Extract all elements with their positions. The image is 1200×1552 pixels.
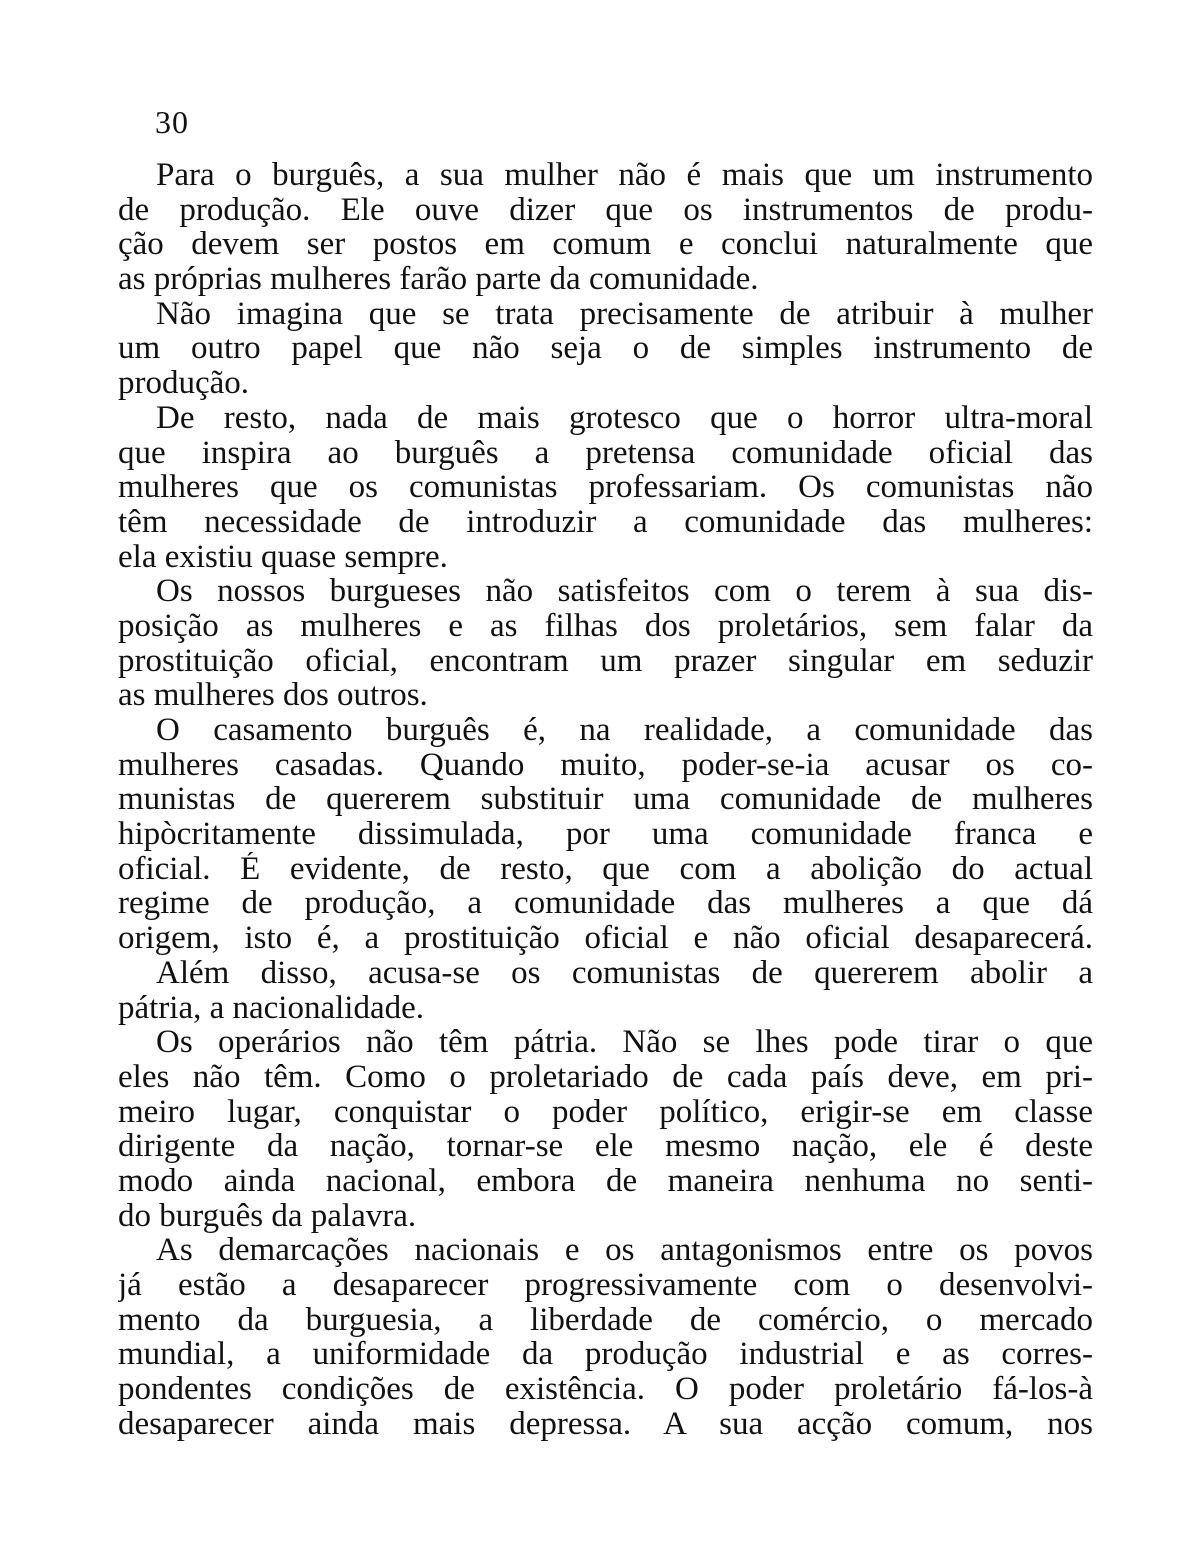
text-line: ela existiu quase sempre. [118,539,448,575]
text-line: Além disso, acusa-se os comunistas de quererem abolir a [156,955,1093,991]
text-line: De resto, nada de mais grotesco que o horror ultra-moral [156,400,1093,436]
text-line: hipòcritamente dissimulada, por uma comunidade franca e [118,817,1093,852]
text-line: posição as mulheres e as filhas dos proletários, sem falar da [118,608,1093,644]
text-line: um outro papel que não seja o de simples instrumento de [118,331,1093,367]
text-line: As demarcações nacionais e os antagonismos entre os povos [156,1233,1093,1268]
text-line: modo ainda nacional, embora de maneira nenhuma no senti- [118,1163,1093,1199]
text-line: Os nossos burgueses não satisfeitos com o terem à sua dis- [156,574,1093,609]
text-line: meiro lugar, conquistar o poder político, erigir-se em classe [118,1094,1093,1130]
text-line: O casamento burguês é, na realidade, a comunidade das [156,713,1093,748]
text-line: mulheres casadas. Quando muito, poder-se-ia acusar os co- [118,747,1093,783]
text-line: regime de produção, a comunidade das mulheres a que dá [118,886,1093,922]
text-line: mulheres que os comunistas professariam. Os comunistas não [118,470,1093,505]
page-number: 30 [155,104,189,140]
text-line: Os operários não têm pátria. Não se lhes pode tirar o que [156,1025,1093,1060]
text-line: mundial, a uniformidade da produção industrial e as corres- [118,1337,1093,1373]
body-text [118,158,1093,1441]
text-line: as mulheres dos outros. [118,678,428,713]
text-line: de produção. Ele ouve dizer que os instrumentos de produ- [118,192,1093,228]
text-line: já estão a desaparecer progressivamente com o desenvolvi- [118,1268,1093,1303]
text-line: dirigente da nação, tornar-se ele mesmo nação, ele é deste [118,1129,1093,1164]
text-line: mento da burguesia, a liberdade de comércio, o mercado [118,1302,1093,1338]
text-line: munistas de quererem substituir uma comunidade de mulheres [118,782,1093,818]
text-line: do burguês da palavra. [118,1198,417,1234]
text-line: produção. [118,366,250,401]
text-line: oficial. É evidente, de resto, que com a abolição do actual [118,851,1093,887]
text-line: pondentes condições de existência. O poder proletário fá-los-à [118,1372,1093,1407]
text-line: as próprias mulheres farão parte da comunidade. [118,262,759,297]
text-line: desaparecer ainda mais depressa. A sua acção comum, nos [118,1406,1093,1442]
text-line: ção devem ser postos em comum e conclui naturalmente que [118,227,1093,263]
text-line: têm necessidade de introduzir a comunidade das mulheres: [118,504,1093,540]
text-line: Não imagina que se trata precisamente de atribuir à mulher [156,296,1093,332]
text-line: origem, isto é, a prostituição oficial e não oficial desaparecerá. [118,921,1093,956]
text-line: eles não têm. Como o proletariado de cada país deve, em pri- [118,1059,1093,1095]
text-line: prostituição oficial, encontram um prazer singular em seduzir [118,643,1093,679]
text-line: que inspira ao burguês a pretensa comunidade oficial das [118,435,1093,471]
text-line: pátria, a nacionalidade. [118,990,425,1026]
text-line: Para o burguês, a sua mulher não é mais que um instrumento [156,158,1093,193]
